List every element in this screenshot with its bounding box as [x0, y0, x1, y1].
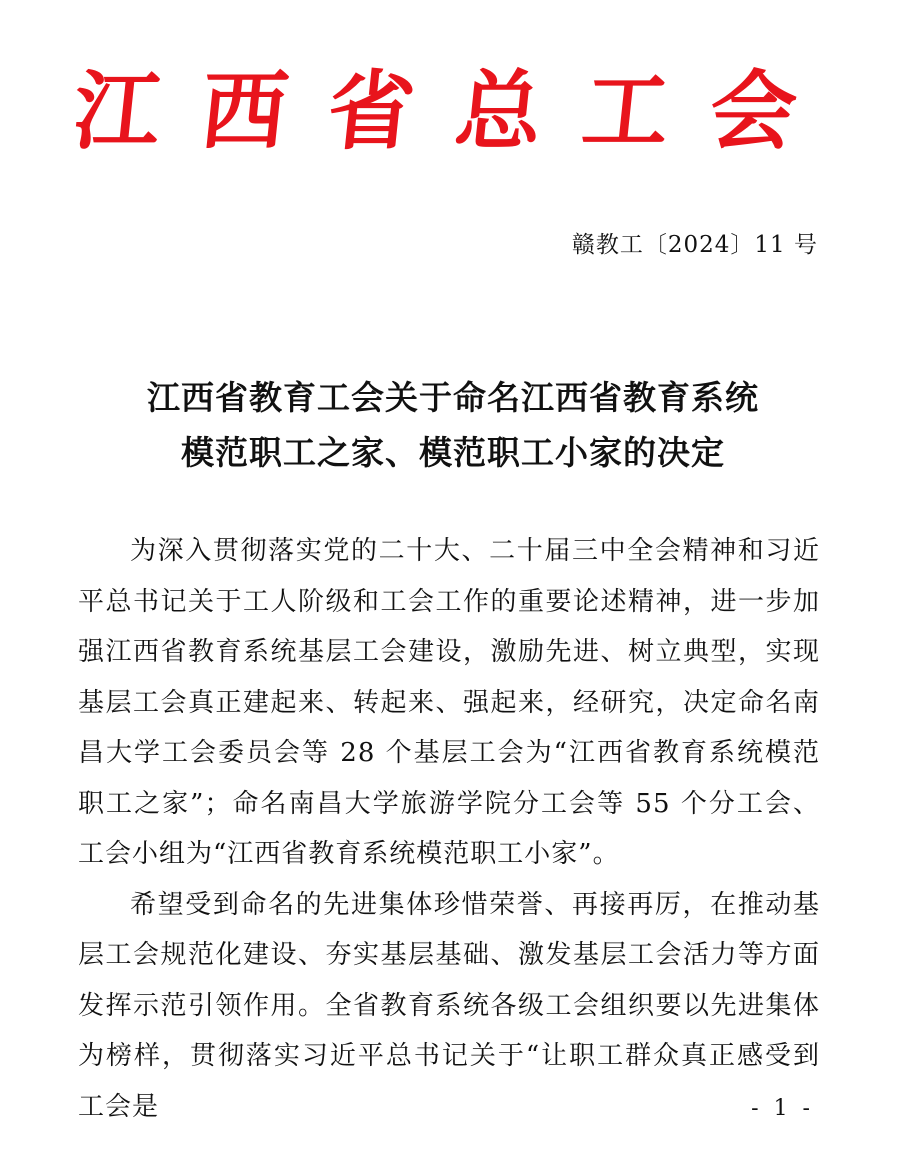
- page-number: - 1 -: [751, 1096, 814, 1121]
- document-title-line-2: 模范职工之家、模范职工小家的决定: [181, 433, 725, 472]
- letterhead-char: 会: [704, 61, 802, 162]
- document-number: 赣教工〔2024〕11 号: [571, 232, 818, 258]
- letterhead-char: 省: [323, 61, 420, 162]
- letterhead-char: 江: [68, 61, 166, 162]
- letterhead-char: 总: [450, 61, 547, 162]
- letterhead-jiangxi-federation-of-trade-unions: [68, 61, 802, 162]
- letterhead-char: 工: [577, 61, 675, 162]
- body-paragraph-1: 为深入贯彻落实党的二十大、二十届三中全会精神和习近平总书记关于工人阶级和工会工作的重要论述精神，进一步加强江西省教育系统基层工会建设，激励先进、树立典型，实现基层工会真正建起来、转起来、强起来，经研究，决定命名南昌大学工会委员会等 28 个基层工会为“江西省教育系统模范职工之家”；命名南昌大学旅游学院分工会等 55 个分工会、工会小组为“江西省教育系统模范职工小家”。: [78, 536, 820, 869]
- body-paragraph-2: 希望受到命名的先进集体珍惜荣誉、再接再厉，在推动基层工会规范化建设、夯实基层基础、激发基层工会活力等方面发挥示范引领作用。全省教育系统各级工会组织要以先进集体为榜样，贯彻落实习近平总书记关于“让职工群众真正感受到工会是: [78, 889, 820, 1122]
- document-body: [78, 526, 820, 1132]
- letterhead-char: 西: [195, 61, 293, 162]
- document-title-line-1: 江西省教育工会关于命名江西省教育系统: [147, 378, 759, 417]
